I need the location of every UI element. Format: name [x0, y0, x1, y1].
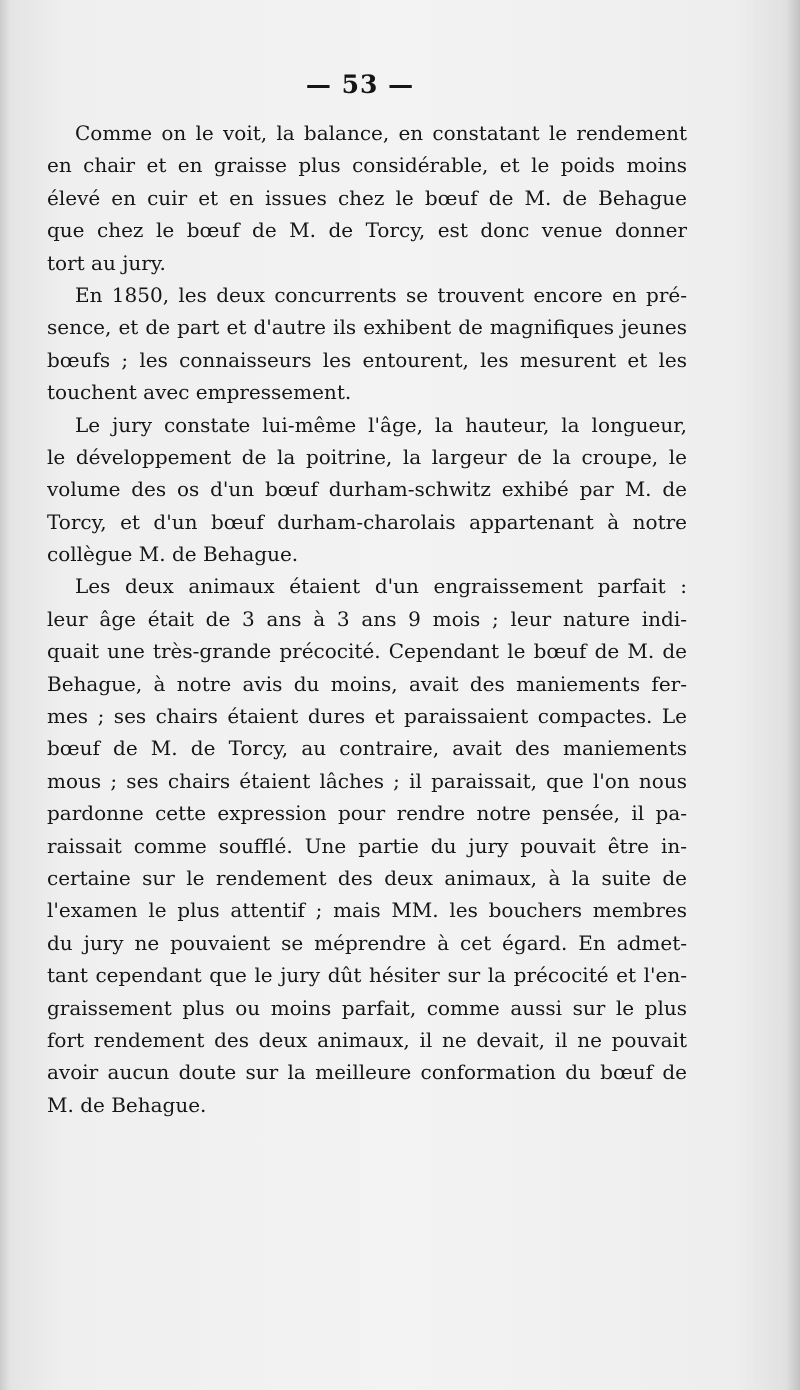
text-line: avoir aucun doute sur la meilleure conformation du bœuf de	[47, 1060, 687, 1085]
text-line: tort au jury.	[47, 250, 166, 275]
text-line: pardonne cette expression pour rendre notre pensée, il pa-	[47, 801, 687, 826]
text-line: certaine sur le rendement des deux animaux, à la suite de	[47, 865, 687, 890]
text-line: touchent avec empressement.	[47, 380, 352, 405]
left-page-shadow	[0, 0, 10, 1390]
text-line: fort rendement des deux animaux, il ne devait, il ne pouvait	[47, 1027, 687, 1052]
right-page-shadow	[786, 0, 800, 1390]
text-line: quait une très-grande précocité. Cependant le bœuf de M. de	[47, 639, 687, 664]
paragraph-3	[47, 409, 687, 571]
paragraph-2	[47, 279, 687, 409]
text-line: tant cependant que le jury dût hésiter sur la précocité et l'en-	[47, 963, 687, 988]
text-line: mes ; ses chairs étaient dures et paraissaient compactes. Le	[47, 704, 687, 729]
text-line: Les deux animaux étaient d'un engraissement parfait :	[75, 574, 687, 599]
text-line: volume des os d'un bœuf durham-schwitz exhibé par M. de	[47, 477, 687, 502]
text-line: Comme on le voit, la balance, en constatant le rendement	[75, 121, 687, 145]
text-line: mous ; ses chairs étaient lâches ; il paraissait, que l'on nous	[47, 768, 687, 793]
text-line: l'examen le plus attentif ; mais MM. les bouchers membres	[47, 898, 687, 923]
text-line: que chez le bœuf de M. de Torcy, est donc venue donner	[47, 218, 687, 243]
text-line: bœuf de M. de Torcy, au contraire, avait des maniements	[47, 736, 687, 761]
text-line: En 1850, les deux concurrents se trouvent encore en pré-	[75, 282, 687, 307]
text-line: élevé en cuir et en issues chez le bœuf de M. de Behague	[47, 185, 687, 210]
text-line: collègue M. de Behague.	[47, 542, 299, 567]
text-line: graissement plus ou moins parfait, comme aussi sur le plus	[47, 995, 687, 1020]
body-text	[47, 117, 687, 1121]
text-line: en chair et en graisse plus considérable, et le poids moins	[47, 153, 687, 178]
paragraph-4	[47, 570, 687, 1121]
text-line: Torcy, et d'un bœuf durham-charolais appartenant à notre	[47, 509, 687, 534]
paragraph-1	[47, 117, 687, 279]
text-line: raissait comme soufflé. Une partie du jury pouvait être in-	[47, 833, 687, 858]
text-line: Behague, à notre avis du moins, avait des maniements fer-	[47, 671, 687, 696]
text-line: M. de Behague.	[47, 1092, 207, 1117]
text-line: du jury ne pouvaient se méprendre à cet égard. En admet-	[47, 930, 687, 955]
text-line: sence, et de part et d'autre ils exhibent de magnifiques jeunes	[47, 315, 687, 340]
text-line: bœufs ; les connaisseurs les entourent, les mesurent et les	[47, 347, 687, 372]
text-line: leur âge était de 3 ans à 3 ans 9 mois ; leur nature indi-	[47, 606, 687, 631]
text-line: Le jury constate lui-même l'âge, la hauteur, la longueur,	[75, 412, 687, 437]
text-line: le développement de la poitrine, la largeur de la croupe, le	[47, 444, 687, 469]
page-number: — 53 —	[305, 70, 415, 99]
